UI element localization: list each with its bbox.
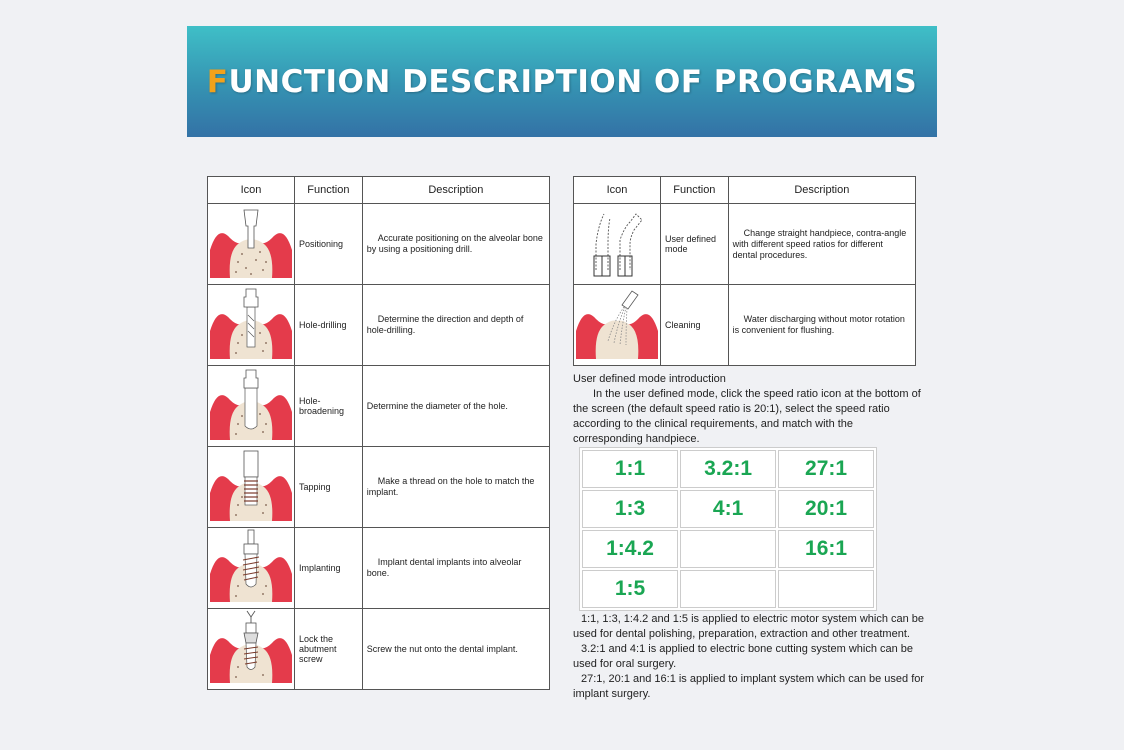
ratio-cell: 4:1 — [680, 490, 776, 528]
description-text: Accurate positioning on the alveolar bone by using a positioning drill. — [362, 204, 549, 285]
ratio-cell: 1:1 — [582, 450, 678, 488]
ratio-row — [582, 530, 874, 568]
description-text: Water discharging without motor rotation is convenient for flushing. — [728, 285, 915, 366]
ratio-row — [582, 450, 874, 488]
function-label: User defined mode — [661, 204, 729, 285]
table-row — [208, 528, 550, 609]
ratio-cell: 1:4.2 — [582, 530, 678, 568]
ratio-cell: 1:3 — [582, 490, 678, 528]
ratio-notes — [573, 612, 929, 702]
table-header-row — [574, 177, 916, 204]
function-label: Hole- broadening — [295, 366, 363, 447]
table-row — [574, 204, 916, 285]
hole-drilling-icon — [208, 285, 295, 366]
description-text: Change straight handpiece, contra-angle with different speed ratios for different dental procedures. — [728, 204, 915, 285]
function-label: Hole-drilling — [295, 285, 363, 366]
handpiece-icon — [574, 204, 661, 285]
ratio-row — [582, 570, 874, 608]
ratio-row — [582, 490, 874, 528]
tapping-icon — [208, 447, 295, 528]
ratio-cell: 16:1 — [778, 530, 874, 568]
table-row — [208, 609, 550, 690]
ratio-cell: 27:1 — [778, 450, 874, 488]
table-row — [208, 285, 550, 366]
hole-broadening-icon — [208, 366, 295, 447]
function-table-left — [207, 176, 550, 690]
header-function: Function — [661, 177, 729, 204]
ratio-cell: 20:1 — [778, 490, 874, 528]
table-row — [208, 204, 550, 285]
function-label: Lock the abutment screw — [295, 609, 363, 690]
table-row — [574, 285, 916, 366]
positioning-drill-icon — [208, 204, 295, 285]
description-text: Determine the direction and depth of hole-drilling. — [362, 285, 549, 366]
table-row — [208, 447, 550, 528]
function-label: Tapping — [295, 447, 363, 528]
cleaning-spray-icon — [574, 285, 661, 366]
function-label: Implanting — [295, 528, 363, 609]
abutment-screw-icon — [208, 609, 295, 690]
description-text: Make a thread on the hole to match the implant. — [362, 447, 549, 528]
intro-body: In the user defined mode, click the speed ratio icon at the bottom of the screen (the default speed ratio is 20:1), select the speed ratio according to the clinical requirements, and match with the corresponding handpiece. — [573, 388, 921, 445]
ratio-cell — [680, 530, 776, 568]
implanting-icon — [208, 528, 295, 609]
note-motor: 1:1, 1:3, 1:4.2 and 1:5 is applied to electric motor system which can be used for dental polishing, preparation, extraction and other treatment. — [573, 613, 925, 640]
note-bone-cutting: 3.2:1 and 4:1 is applied to electric bone cutting system which can be used for oral surgery. — [573, 643, 914, 670]
header-function: Function — [295, 177, 363, 204]
ratio-cell: 1:5 — [582, 570, 678, 608]
user-defined-intro — [573, 372, 923, 447]
description-text: Determine the diameter of the hole. — [362, 366, 549, 447]
table-header-row — [208, 177, 550, 204]
function-table-right — [573, 176, 916, 366]
speed-ratio-grid — [579, 447, 877, 611]
ratio-cell: 3.2:1 — [680, 450, 776, 488]
description-text: Screw the nut onto the dental implant. — [362, 609, 549, 690]
table-row — [208, 366, 550, 447]
page-title: FUNCTION DESCRIPTION OF PROGRAMS — [206, 63, 918, 100]
intro-heading: User defined mode introduction — [573, 373, 726, 385]
note-implant: 27:1, 20:1 and 16:1 is applied to implant system which can be used for implant surgery. — [573, 673, 925, 700]
ratio-cell — [680, 570, 776, 608]
title-banner — [187, 26, 937, 137]
ratio-cell — [778, 570, 874, 608]
description-text: Implant dental implants into alveolar bone. — [362, 528, 549, 609]
header-description: Description — [728, 177, 915, 204]
header-icon: Icon — [574, 177, 661, 204]
header-icon: Icon — [208, 177, 295, 204]
function-label: Positioning — [295, 204, 363, 285]
function-label: Cleaning — [661, 285, 729, 366]
header-description: Description — [362, 177, 549, 204]
